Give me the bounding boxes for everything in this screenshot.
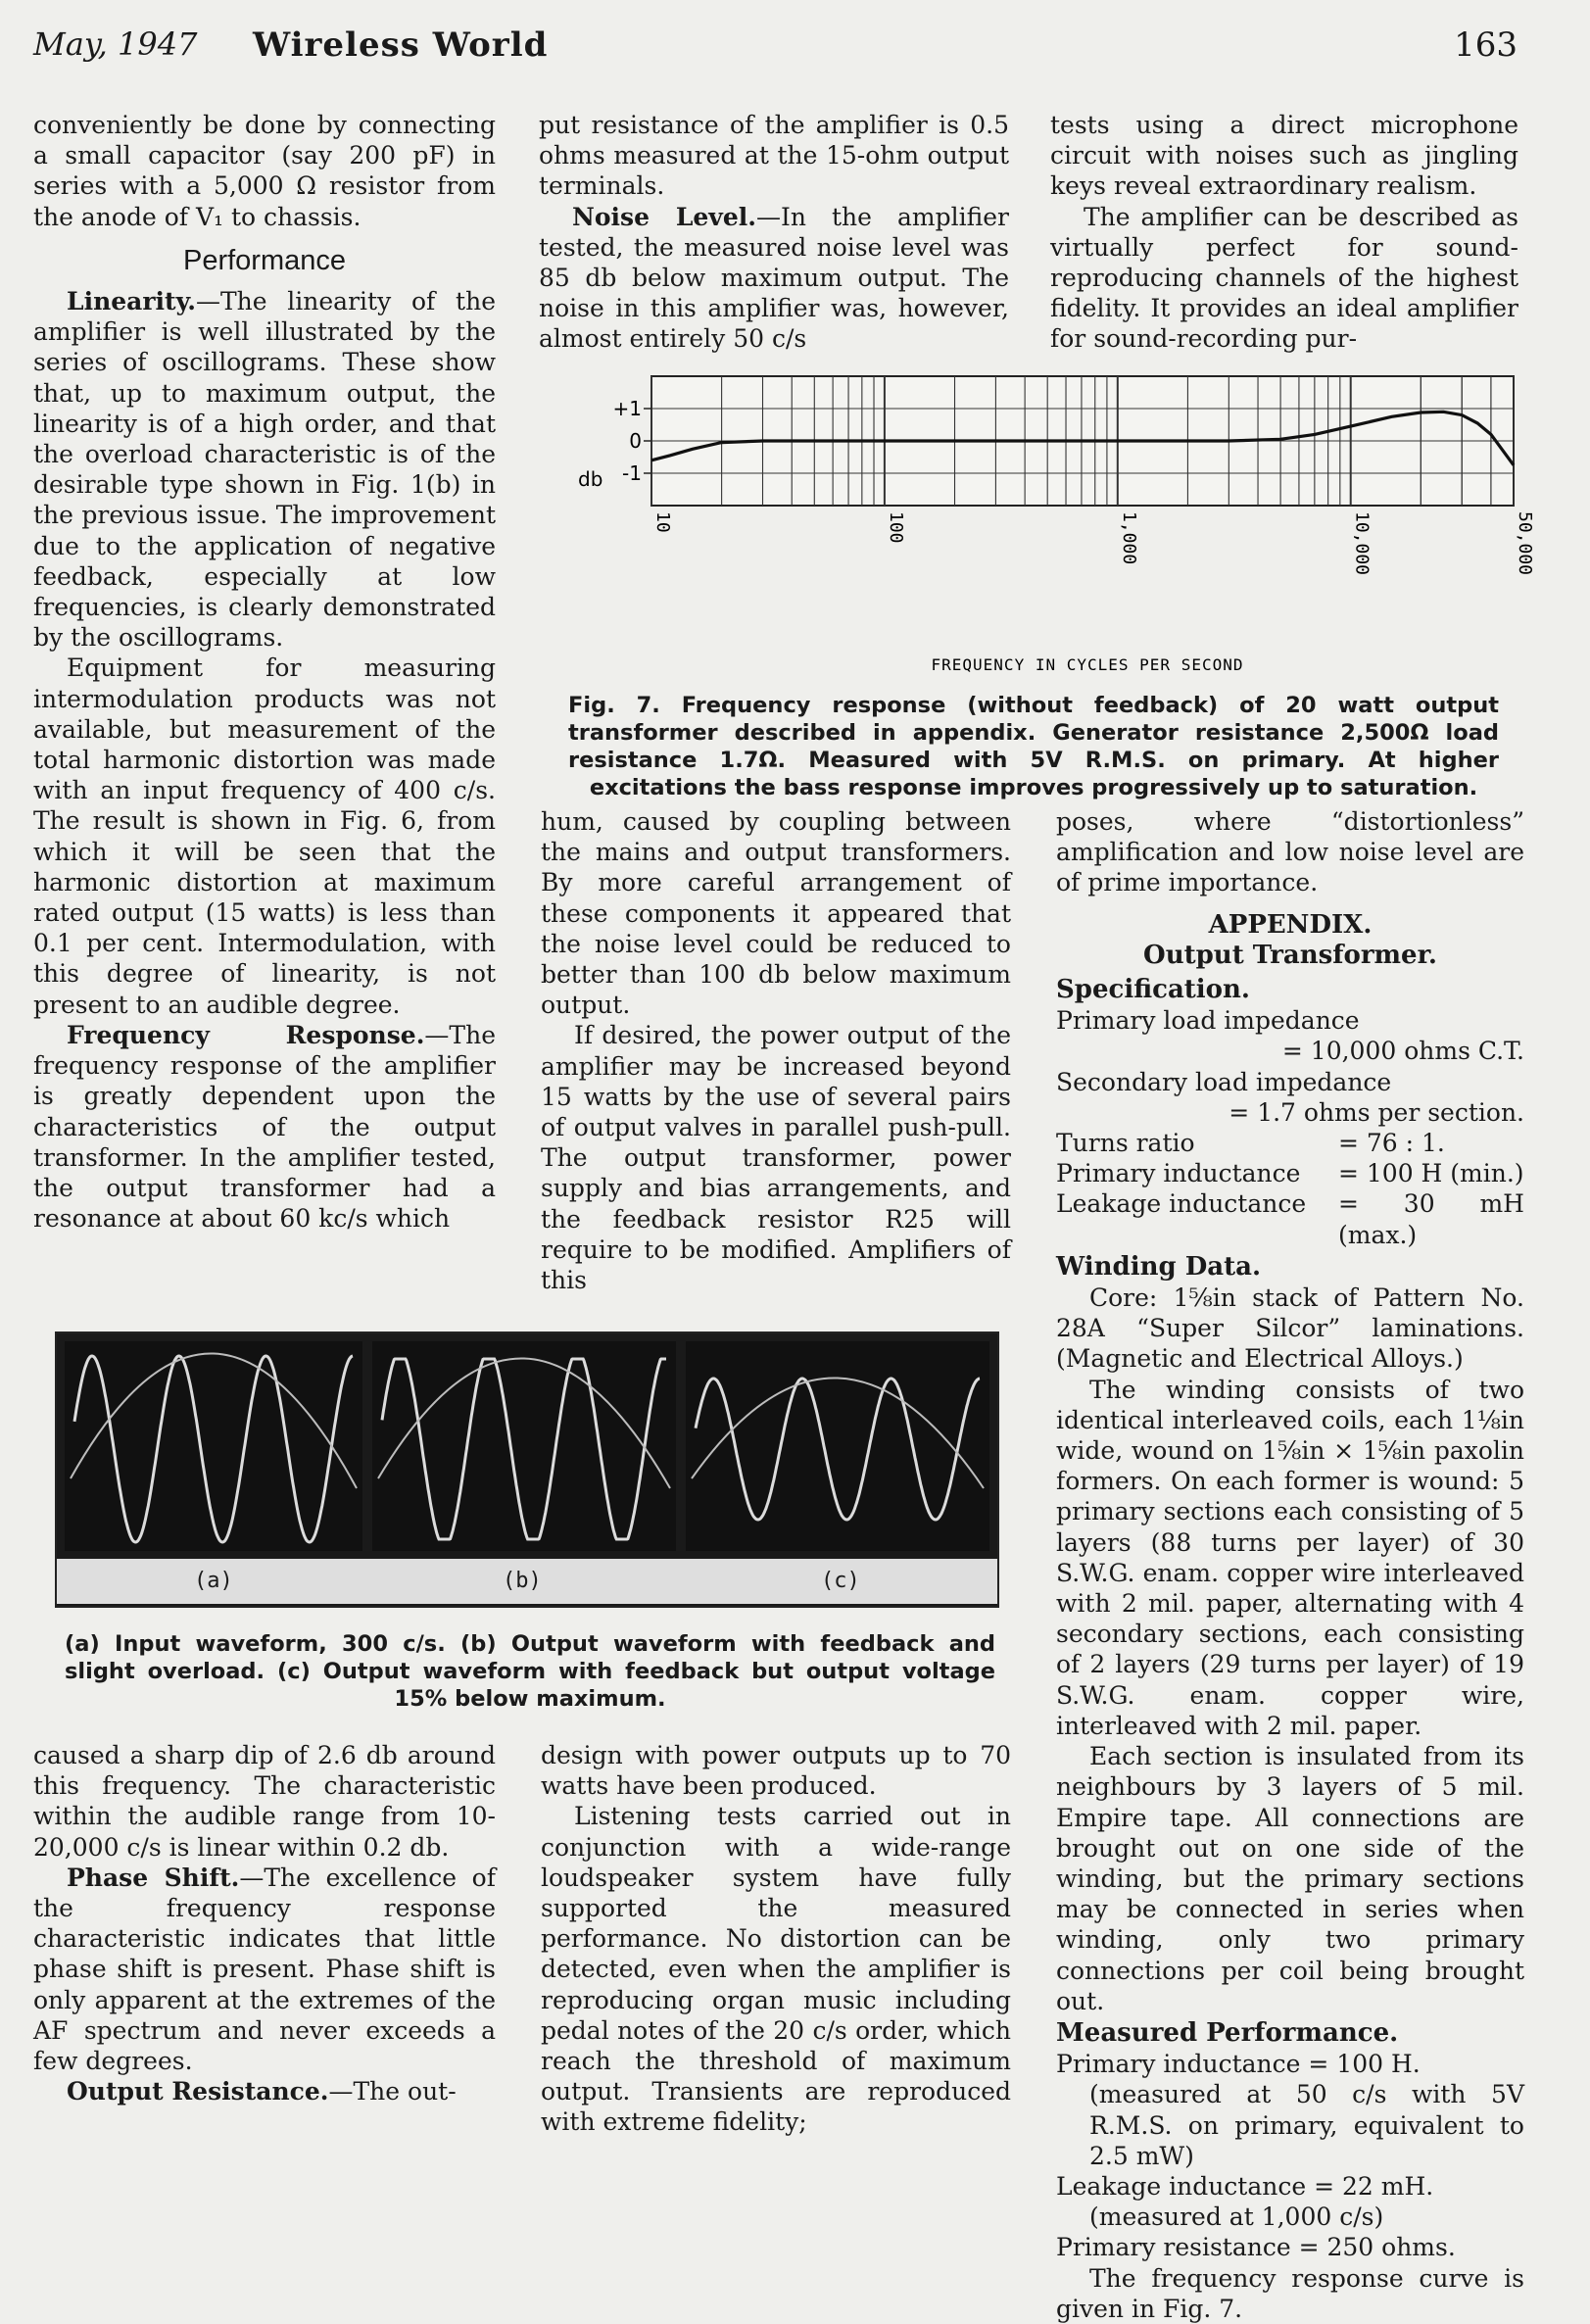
measured-note: (measured at 50 c/s with 5V R.M.S. on primary, equivalent to 2.5 mW) [1089,2080,1524,2170]
paragraph: Frequency Response.—The frequency response of the amplifier is greatly dependent upon the characteristics of the output transformer. In the amplifier tested, the output transformer had a resonance at about 60 kc/s which [33,1020,496,1234]
paragraph: Output Resistance.—The out- [67,2077,457,2106]
measured-heading: Measured Performance. [1056,2017,1399,2048]
column-2-top [539,110,1009,355]
specification-heading: Specification. [1056,975,1250,1005]
paragraph: put resistance of the amplifier is 0.5 ohms measured at the 15-ohm output terminals. [539,111,1009,201]
y-axis-label: db [578,467,603,491]
waveform-trace [696,1379,980,1520]
paragraph: Phase Shift.—The excellence of the frequency response characteristic indicates that little phase shift is present. Phase shift is only apparent at the extremes of the AF spectrum and never exceeds a few degrees. [33,1863,496,2076]
x-tick-label: 1,000 [1118,511,1139,565]
x-tick-label: 10,000 [1351,511,1373,576]
fig7-caption: Fig. 7. Frequency response (without feedback) of 20 watt output transformer described in appendix. Generator resistance 2,500Ω load resistance 1.7Ω. Measured with 5V R.M.S. on primary. At higher excitations the bass response improves progressively up to saturation. [568,693,1499,800]
x-tick-label: 10 [652,511,673,533]
spec-row: Turns ratio = 76 : 1. [1056,1129,1445,1158]
column-2-middle [541,806,1011,1295]
section-heading: Performance [182,244,346,276]
paragraph: Noise Level.—In the amplifier tested, the measured noise level was 85 db below maximum output. The noise in this amplifier was, however, almost entirely 50 c/s [539,202,1009,354]
waveform-trace [382,1359,666,1539]
run-in-heading: Frequency Response. [67,1020,425,1049]
run-in-heading: Phase Shift. [67,1863,240,1892]
paragraph: design with power outputs up to 70 watts have been produced. [541,1741,1011,1801]
label-c: (c) [821,1569,860,1593]
spec-row: Leakage inductance = 30 mH (max.) [1056,1189,1524,1249]
paragraph: Listening tests carried out in conjunction with a wide-range loudspeaker system have fully supported the measured performance. No distortion can be detected, even when the amplifier is reproducing organ music including pedal notes of the 20 c/s order, which reach the threshold of maximum output. Transients are reproduced with extreme fidelity; [541,1802,1011,2137]
column-1-top [33,110,496,1234]
x-axis-label: FREQUENCY IN CYCLES PER SECOND [931,655,1244,674]
paragraph: The amplifier can be described as virtually perfect for sound-reproducing channels of the highest fidelity. It provides an ideal amplifier for sound-recording pur- [1050,202,1518,354]
oscillogram-labels [57,1559,997,1604]
column-3-top [1050,110,1518,355]
run-in-heading: Output Resistance. [67,2077,329,2106]
x-tick-label: 50,000 [1515,511,1535,576]
column-3-main [1056,806,1524,2324]
paragraph: poses, where “distortionless” amplification and low noise level are of prime importance. [1056,807,1524,897]
frequency-response-chart [549,376,1535,680]
winding-heading: Winding Data. [1056,1251,1262,1282]
oscillogram-caption: (a) Input waveform, 300 c/s. (b) Output waveform with feedback and slight overload. (c) Output waveform with feedback but output voltage 15% below maximum. [65,1631,995,1712]
y-tick-label: 0 [629,429,642,453]
paragraph: Equipment for measuring intermodulation products was not available, but measurement of the total harmonic distortion was made with an input frequency of 400 c/s. The result is shown in Fig. 6, from which it will be seen that the harmonic distortion at maximum rated output (15 watts) is less than 0.1 per cent. Intermodulation, with this degree of linearity, is not present to an audible degree. [33,654,496,1019]
paragraph: tests using a direct microphone circuit with noises such as jingling keys reveal extraordinary realism. [1050,111,1518,201]
y-tick-label: -1 [622,461,642,485]
measured-line: Primary inductance = 100 H. [1056,2050,1421,2079]
paragraph: Linearity.—The linearity of the amplifier is well illustrated by the series of oscillograms. These show that, up to maximum output, the linearity is of a high order, and that the overload characteristic is of the desirable type shown in Fig. 1(b) in the previous issue. The improvement due to the application of negative feedback, especially at low frequencies, is clearly demonstrated by the oscillograms. [33,287,496,653]
y-tick-label: +1 [612,397,642,420]
paragraph: Core: 1⅝in stack of Pattern No. 28A “Super Silcor” laminations. (Magnetic and Electrical Alloys.) [1056,1283,1524,1374]
reference-arc [71,1353,357,1488]
oscillogram-b [372,1341,676,1551]
spec-label: Secondary load impedance [1056,1067,1392,1096]
issue-date: May, 1947 [33,25,198,63]
paragraph: The winding consists of two identical interleaved coils, each 1⅛in wide, wound on 1⅝in × 1⅝in paxolin formers. On each former is wound: 5 primary sections each consisting of 5 layers (88 turns per layer) of 30 S.W.G. enam. copper wire interleaved with 2 mil. paper, alternating with 4 secondary sections, each consisting of 2 layers (29 turns per layer) of 19 S.W.G. enam. copper wire, interleaved with 2 mil. paper. [1056,1375,1524,1740]
x-tick-label: 100 [885,511,906,544]
measured-line: Primary resistance = 250 ohms. [1056,2233,1456,2262]
column-2-bottom [541,1740,1011,2138]
spec-value: = 1.7 ohms per section. [1229,1097,1524,1127]
paragraph: If desired, the power output of the amplifier may be increased beyond 15 watts by the use of several pairs of output valves in parallel push-pull. The output transformer, power supply and bias arrangements, and the feedback resistor R25 will require to be modified. Amplifiers of this [541,1021,1011,1295]
waveform-trace [74,1356,353,1542]
column-1-bottom [33,1740,496,2106]
reference-arc [692,1378,984,1488]
reference-arc [378,1358,670,1488]
run-in-heading: Noise Level. [572,202,756,231]
appendix-heading: APPENDIX. [1208,909,1373,940]
paragraph: caused a sharp dip of 2.6 db around this frequency. The characteristic within the audible range from 10-20,000 c/s is linear within 0.2 db. [33,1741,496,1862]
measured-line: Leakage inductance = 22 mH. [1056,2171,1434,2201]
label-a: (a) [194,1569,233,1593]
spec-row: Primary inductance = 100 H (min.) [1056,1159,1524,1188]
subheading: Output Transformer. [1143,940,1437,970]
run-in-heading: Linearity. [67,287,196,316]
oscillogram-figure [55,1331,999,1608]
magazine-title: Wireless World [253,25,549,65]
label-b: (b) [503,1569,542,1593]
page-number: 163 [1454,25,1518,65]
spec-label: Primary load impedance [1056,1006,1360,1036]
spec-value: = 10,000 ohms C.T. [1281,1037,1524,1066]
oscillogram-a [65,1341,362,1551]
paragraph: conveniently be done by connecting a small capacitor (say 200 pF) in series with a 5,000 Ω resistor from the anode of V₁ to chassis. [33,111,496,231]
paragraph: Each section is insulated from its neighbours by 3 layers of 5 mil. Empire tape. All connections are brought out on one side of the winding, but the primary sections may be connected in series when winding, only two primary connections per coil being brought out. [1056,1742,1524,2015]
paragraph: hum, caused by coupling between the mains and output transformers. By more careful arrangement of these components it appeared that the noise level could be reduced to better than 100 db below maximum output. [541,807,1011,1020]
oscillogram-c [686,1341,989,1551]
measured-note: (measured at 1,000 c/s) [1089,2203,1384,2232]
paragraph: The frequency response curve is given in Fig. 7. [1056,2263,1524,2323]
